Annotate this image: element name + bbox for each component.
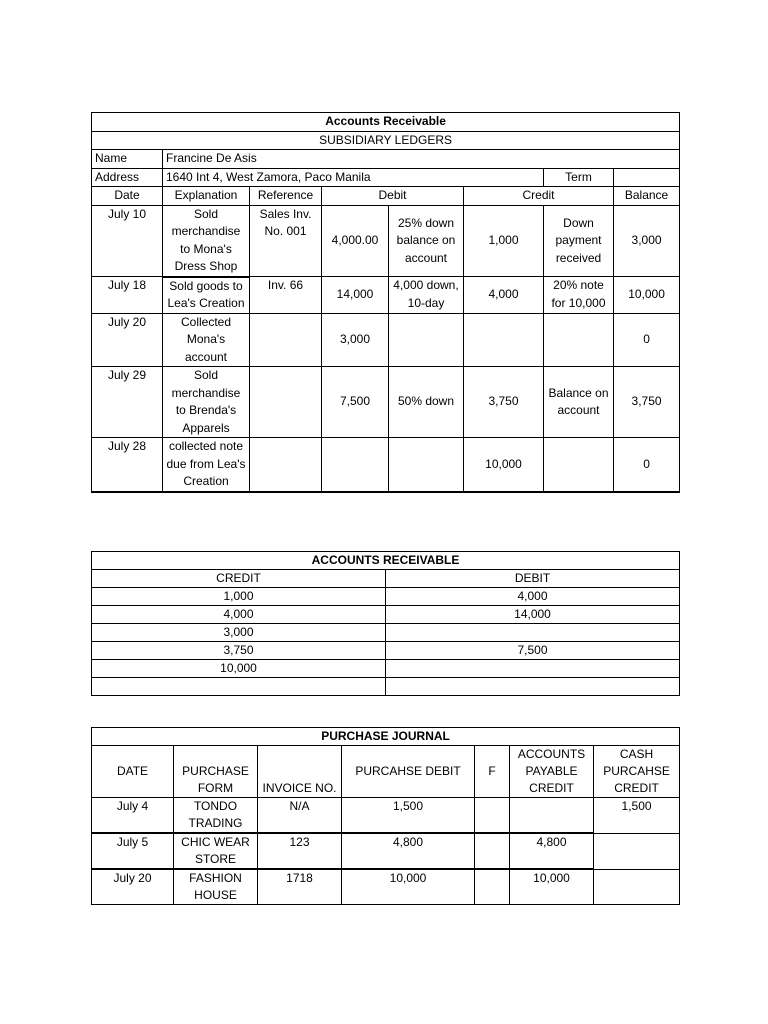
subsidiary-ledger-table <box>91 112 680 493</box>
pj-row <box>92 798 680 834</box>
ar-debit-cell <box>386 678 680 696</box>
pj-row <box>92 869 680 905</box>
ar-credit-cell: 3,750 <box>92 642 386 660</box>
pj-f <box>475 798 510 834</box>
purchase-journal-table <box>91 727 680 905</box>
ar-debit-cell: 7,500 <box>386 642 680 660</box>
pj-header-date: DATE <box>92 746 174 798</box>
row-credit-amount: 1,000 <box>464 205 544 277</box>
row-debit-note: 25% down balance on account <box>389 205 464 277</box>
row-debit-note: 50% down <box>389 367 464 438</box>
header-credit: Credit <box>464 187 614 206</box>
pj-header-purchase-form: PURCHASE FORM <box>174 746 258 798</box>
address-value: 1640 Int 4, West Zamora, Paco Manila <box>163 168 544 187</box>
pj-cash <box>594 869 680 905</box>
pj-header-invoice-no: INVOICE NO. <box>258 746 342 798</box>
ledger-row <box>92 438 680 492</box>
row-explanation: Sold merchandise to Mona's Dress Shop <box>163 205 250 277</box>
pj-f <box>475 833 510 869</box>
ledger-row <box>92 367 680 438</box>
ar-debit-cell: 4,000 <box>386 588 680 606</box>
row-credit-note: Balance on account <box>544 367 614 438</box>
row-debit-note <box>389 438 464 492</box>
pj-date: July 4 <box>92 798 174 834</box>
row-reference: Inv. 66 <box>250 277 322 314</box>
row-balance: 0 <box>614 438 680 492</box>
ar-credit-cell: 3,000 <box>92 624 386 642</box>
row-debit-amount: 14,000 <box>322 277 389 314</box>
pj-cash: 1,500 <box>594 798 680 834</box>
row-date: July 20 <box>92 313 163 367</box>
row-credit-note <box>544 438 614 492</box>
address-label: Address <box>92 168 163 187</box>
row-credit-note: Down payment received <box>544 205 614 277</box>
ledger-title: Accounts Receivable <box>92 113 680 132</box>
name-label: Name <box>92 150 163 169</box>
ar-row <box>92 678 680 696</box>
ar-debit-header: DEBIT <box>386 570 680 588</box>
term-label: Term <box>544 168 614 187</box>
name-value: Francine De Asis <box>163 150 680 169</box>
row-credit-note <box>544 313 614 367</box>
ar-row <box>92 624 680 642</box>
header-debit: Debit <box>322 187 464 206</box>
pj-debit: 10,000 <box>342 869 475 905</box>
row-debit-amount <box>322 438 389 492</box>
header-date: Date <box>92 187 163 206</box>
ar-row <box>92 660 680 678</box>
pj-debit: 1,500 <box>342 798 475 834</box>
ar-debit-cell <box>386 660 680 678</box>
row-reference <box>250 313 322 367</box>
header-balance: Balance <box>614 187 680 206</box>
row-debit-amount: 7,500 <box>322 367 389 438</box>
row-explanation: collected note due from Lea's Creation <box>163 438 250 492</box>
row-credit-amount <box>464 313 544 367</box>
row-debit-amount: 3,000 <box>322 313 389 367</box>
pj-invoice: N/A <box>258 798 342 834</box>
row-balance: 0 <box>614 313 680 367</box>
row-reference <box>250 367 322 438</box>
ledger-row <box>92 277 680 314</box>
pj-title: PURCHASE JOURNAL <box>92 728 680 746</box>
pj-invoice: 1718 <box>258 869 342 905</box>
row-date: July 18 <box>92 277 163 314</box>
row-explanation: Sold merchandise to Brenda's Apparels <box>163 367 250 438</box>
header-explanation: Explanation <box>163 187 250 206</box>
pj-header-purchase-debit: PURCAHSE DEBIT <box>342 746 475 798</box>
ar-title: ACCOUNTS RECEIVABLE <box>92 552 680 570</box>
ar-row <box>92 642 680 660</box>
ledger-row <box>92 313 680 367</box>
pj-f <box>475 869 510 905</box>
row-explanation: Sold goods to Lea's Creation <box>163 277 250 314</box>
pj-ap: 4,800 <box>510 833 594 869</box>
row-credit-amount: 3,750 <box>464 367 544 438</box>
row-date: July 28 <box>92 438 163 492</box>
pj-date: July 5 <box>92 833 174 869</box>
accounts-receivable-table <box>91 551 680 696</box>
ar-credit-header: CREDIT <box>92 570 386 588</box>
row-explanation: Collected Mona's account <box>163 313 250 367</box>
pj-form: FASHION HOUSE <box>174 869 258 905</box>
pj-date: July 20 <box>92 869 174 905</box>
pj-form: TONDO TRADING <box>174 798 258 834</box>
row-debit-amount: 4,000.00 <box>322 205 389 277</box>
row-balance: 10,000 <box>614 277 680 314</box>
pj-ap <box>510 798 594 834</box>
ar-row <box>92 606 680 624</box>
row-date: July 10 <box>92 205 163 277</box>
row-credit-amount: 10,000 <box>464 438 544 492</box>
row-debit-note <box>389 313 464 367</box>
row-date: July 29 <box>92 367 163 438</box>
pj-invoice: 123 <box>258 833 342 869</box>
row-reference: Sales Inv. No. 001 <box>250 205 322 277</box>
pj-form: CHIC WEAR STORE <box>174 833 258 869</box>
pj-debit: 4,800 <box>342 833 475 869</box>
ar-debit-cell <box>386 624 680 642</box>
row-credit-amount: 4,000 <box>464 277 544 314</box>
pj-cash <box>594 833 680 869</box>
pj-ap: 10,000 <box>510 869 594 905</box>
pj-header-f: F <box>475 746 510 798</box>
pj-header-ap-credit: ACCOUNTS PAYABLE CREDIT <box>510 746 594 798</box>
ar-row <box>92 588 680 606</box>
term-value <box>614 168 680 187</box>
row-credit-note: 20% note for 10,000 <box>544 277 614 314</box>
pj-header-cash-credit: CASH PURCAHSE CREDIT <box>594 746 680 798</box>
row-balance: 3,750 <box>614 367 680 438</box>
ar-credit-cell: 4,000 <box>92 606 386 624</box>
ledger-subtitle: SUBSIDIARY LEDGERS <box>92 131 680 150</box>
ledger-row <box>92 205 680 277</box>
row-reference <box>250 438 322 492</box>
row-debit-note: 4,000 down, 10-day <box>389 277 464 314</box>
ar-credit-cell: 1,000 <box>92 588 386 606</box>
ar-credit-cell: 10,000 <box>92 660 386 678</box>
ar-debit-cell: 14,000 <box>386 606 680 624</box>
header-reference: Reference <box>250 187 322 206</box>
pj-row <box>92 833 680 869</box>
ar-credit-cell <box>92 678 386 696</box>
row-balance: 3,000 <box>614 205 680 277</box>
